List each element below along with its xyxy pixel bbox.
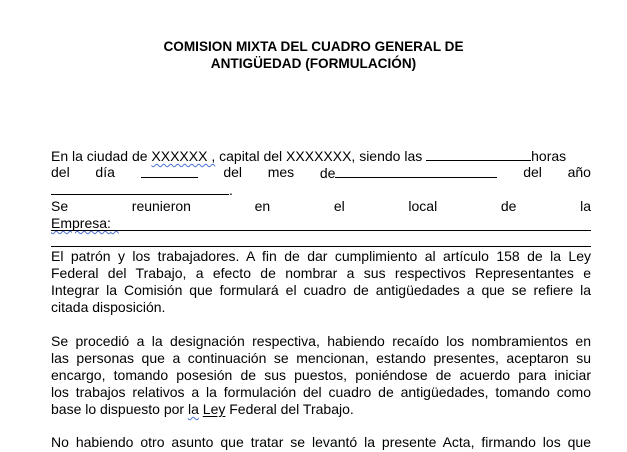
p1-line-1 bbox=[51, 147, 591, 165]
company-label: Empresa: bbox=[51, 215, 111, 231]
p4-line-1: No habiendo otro asunto que tratar se levantó la presente Acta, firmando los que bbox=[51, 434, 591, 450]
p1-line-4 bbox=[51, 198, 591, 215]
word: del bbox=[223, 164, 242, 180]
text: Federal del Trabajo. bbox=[229, 401, 354, 417]
p2-line-4: citada disposición. bbox=[51, 299, 166, 315]
word: del bbox=[51, 164, 70, 180]
p1-line-2 bbox=[51, 164, 591, 182]
title-line-1: COMISION MIXTA DEL CUADRO GENERAL DE bbox=[163, 39, 464, 54]
text: capital del XXXXXXX, siendo las bbox=[219, 148, 423, 164]
company-blank-line bbox=[51, 230, 591, 231]
word: la bbox=[580, 198, 591, 214]
word: de bbox=[319, 165, 336, 181]
p3-line-5 bbox=[51, 401, 591, 418]
word: reunieron bbox=[131, 198, 191, 214]
document-title bbox=[0, 38, 627, 72]
company-blank-start bbox=[111, 215, 119, 231]
word: del bbox=[523, 164, 542, 180]
word: de bbox=[500, 198, 517, 214]
p3-line-4: los trabajos relativos a la formulación del cuadro de antigüedades, tomando como bbox=[51, 384, 591, 400]
p3-line-2: las personas que a continuación se mencionan, estando presentes, aceptaron su bbox=[51, 350, 591, 366]
separator-line bbox=[51, 246, 591, 247]
p2-line-1: El patrón y los trabajadores. A fin de dar cumplimiento al artículo 158 de la Ley bbox=[51, 248, 591, 264]
word: mes bbox=[267, 164, 295, 180]
title-line-2: ANTIGÜEDAD (FORMULACIÓN) bbox=[210, 56, 417, 71]
year-blank bbox=[51, 181, 229, 195]
text: horas bbox=[531, 148, 567, 164]
day-blank bbox=[141, 164, 198, 178]
word: año bbox=[567, 164, 591, 180]
text: base lo dispuesto por bbox=[51, 401, 185, 417]
flagged-word: la bbox=[187, 401, 199, 417]
word: día bbox=[95, 164, 115, 180]
p3-line-3: encargo, tomando posesión de sus puestos, poniéndose de acuerdo para iniciar bbox=[51, 367, 591, 383]
p2-line-2: Federal del Trabajo, a efecto de nombrar a sus respectivos Representantes e bbox=[51, 265, 591, 281]
word: local bbox=[408, 198, 438, 214]
p3-line-1: Se procedió a la designación respectiva, habiendo recaído los nombramientos en bbox=[51, 333, 591, 349]
city-placeholder: XXXXXX , bbox=[151, 148, 216, 164]
hours-blank bbox=[426, 147, 531, 161]
text: . bbox=[229, 182, 233, 198]
word: en bbox=[254, 198, 271, 214]
word: el bbox=[333, 198, 345, 214]
underlined-word: Ley bbox=[202, 401, 226, 417]
p1-line-3 bbox=[51, 181, 591, 199]
p2-line-3: Integrar la Comisión que formulará el cuadro de antigüedades a que se refiere la bbox=[51, 282, 591, 298]
text: En la ciudad de bbox=[51, 148, 148, 164]
word: Se bbox=[51, 198, 69, 214]
month-blank bbox=[335, 164, 497, 178]
